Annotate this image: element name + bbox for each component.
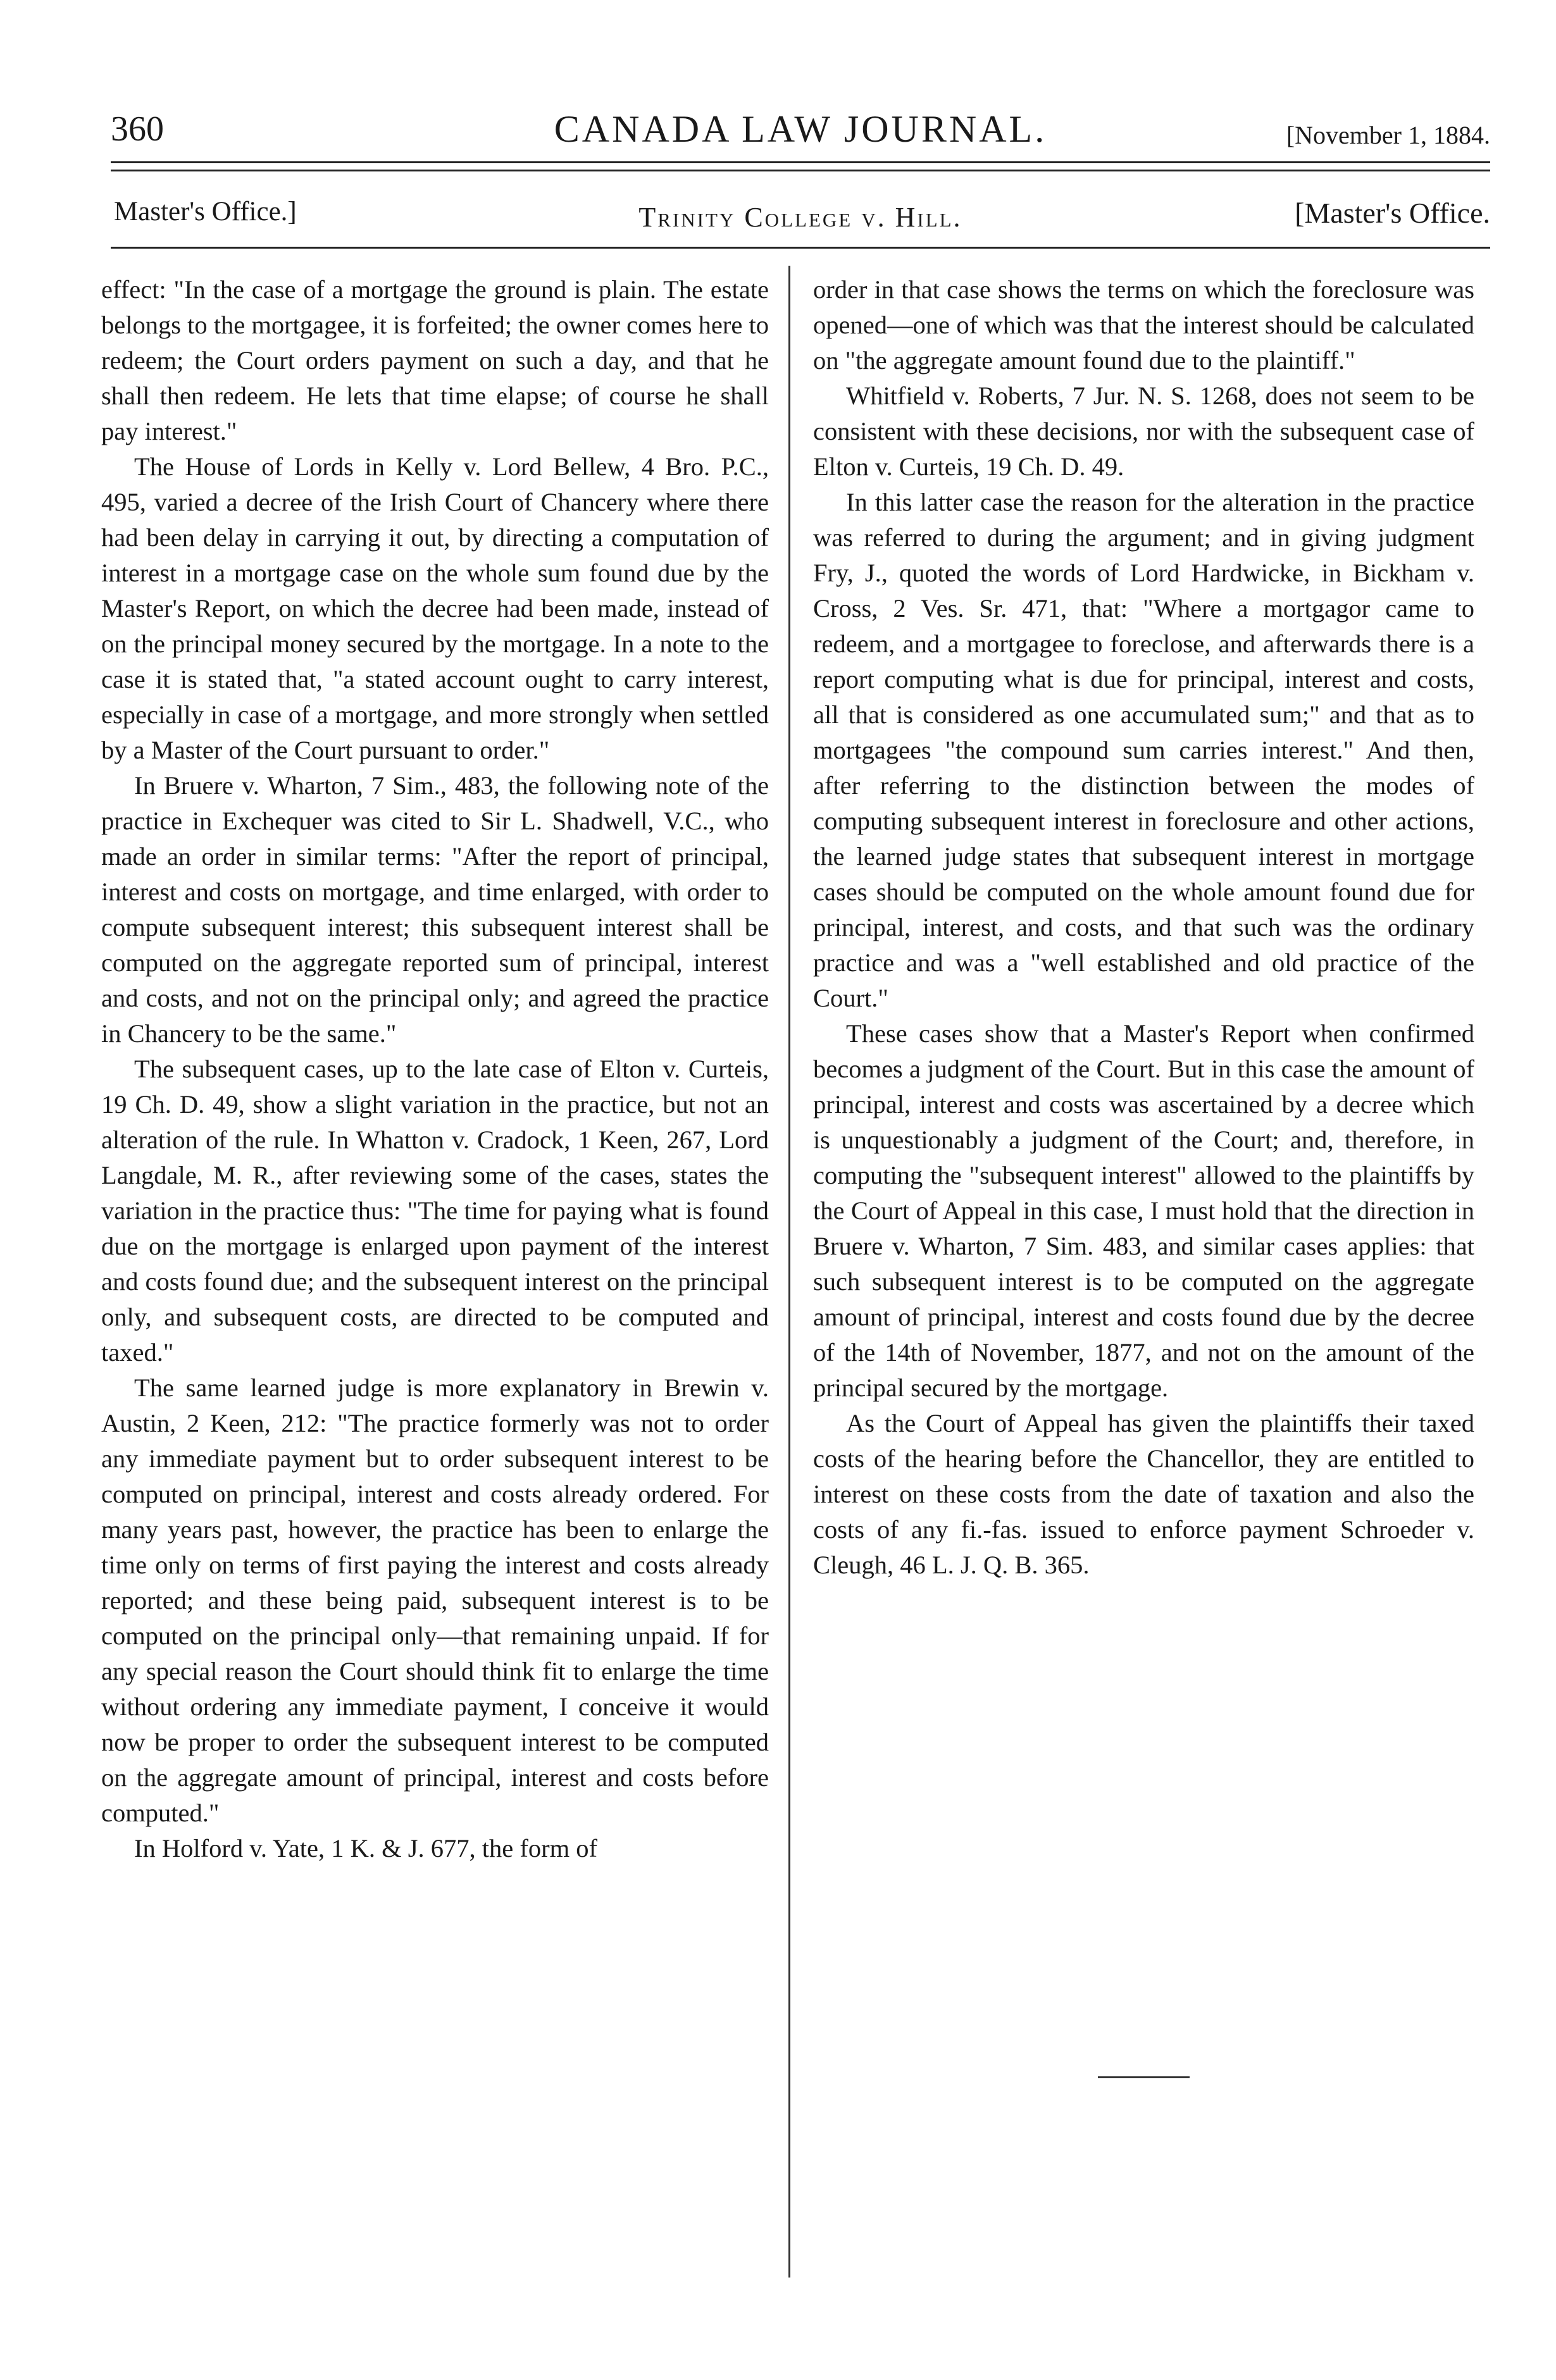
paragraph: In this latter case the reason for the alteration in the practice was referred to during the argument; and in giving judgment Fry, J., quoted the words of Lord Hardwicke, in Bickham v. Cross, 2 Ves. Sr. 471, that: "Where a mortgagor came to redeem, and a mortgagee to foreclose, and afterwards there is a report computing what is due for principal, interest and costs, all that is considered as one accumulated sum;" and that as to mortgagees "the compound sum carries interest." And then, after referring to the distinction between the modes of computing subsequent interest in foreclosure and other actions, the learned judge states that subsequent interest in mortgage cases should be computed on the whole amount found due for principal, interest, and costs, and that such was the ordinary practice and was a "well established and old practice of the Court." <box>813 488 1474 1012</box>
column-divider <box>788 266 790 2278</box>
paragraph: order in that case shows the terms on which the foreclosure was opened—one of which was that the interest should be calculated on "the aggregate amount found due to the plaintiff." <box>813 275 1474 375</box>
paragraph: In Bruere v. Wharton, 7 Sim., 483, the following note of the practice in Exchequer was cited to Sir L. Shadwell, V.C., who made an order in similar terms: "After the report of principal, interest and costs on mortgage, and time enlarged, with order to compute subsequent interest; this subsequent interest shall be computed on the aggregate reported sum of principal, interest and costs, and not on the principal only; and agreed the practice in Chancery to be the same." <box>101 771 769 1048</box>
paragraph: effect: "In the case of a mortgage the ground is plain. The estate belongs to the mortgagee, it is forfeited; the owner comes here to redeem; the Court orders payment on such a day, and that he shall then redeem. He lets that time elapse; of course he shall pay interest." <box>101 275 769 445</box>
running-head <box>111 95 1490 152</box>
subheader-left: Master's Office.] <box>114 197 297 226</box>
paragraph: The subsequent cases, up to the late case of Elton v. Curteis, 19 Ch. D. 49, show a slight variation in the practice, but not an alteration of the rule. In Whatton v. Cradock, 1 Keen, 267, Lord Langdale, M. R., after reviewing some of the cases, states the variation in the practice thus: "The time for paying what is found due on the mortgage is enlarged upon payment of the interest and costs found due; and the subsequent interest on the principal only, and subsequent costs, are directed to be computed and taxed." <box>101 1055 769 1367</box>
case-title: Trinity College v. Hill. <box>638 202 962 233</box>
case-subheader <box>111 196 1490 240</box>
paragraph: As the Court of Appeal has given the plaintiffs their taxed costs of the hearing before the Chancellor, they are entitled to interest on these costs from the date of taxation and also the costs of any fi.-fas. issued to enforce payment Schroeder v. Cleugh, 46 L. J. Q. B. 365. <box>813 1409 1474 1579</box>
right-column <box>813 272 1474 1583</box>
paragraph: The House of Lords in Kelly v. Lord Bellew, 4 Bro. P.C., 495, varied a decree of the Irish Court of Chancery where there had been delay in carrying it out, by directing a computation of interest in a mortgage case on the whole sum found due by the Master's Report, on which the decree had been made, instead of on the principal money secured by the mortgage. In a note to the case it is stated that, "a stated account ought to carry interest, especially in case of a mortgage, and more strongly when settled by a Master of the Court pursuant to order." <box>101 452 769 764</box>
paragraph: The same learned judge is more explanatory in Brewin v. Austin, 2 Keen, 212: "The practice formerly was not to order any immediate payment but to order subsequent interest to be computed on principal, interest and costs already ordered. For many years past, however, the practice has been to enlarge the time only on terms of first paying the interest and costs already reported; and these being paid, subsequent interest is to be computed on the principal only—that remaining unpaid. If for any special reason the Court should think fit to enlarge the time without ordering any immediate payment, I conceive it would now be proper to order the subsequent interest to be computed on the aggregate amount of principal, interest and costs before computed." <box>101 1373 769 1827</box>
header-rule-top <box>111 161 1490 163</box>
left-column <box>101 272 769 1866</box>
paragraph: These cases show that a Master's Report when confirmed becomes a judgment of the Court. But in this case the amount of principal, interest and costs was ascertained by a decree which is unquestionably a judgment of the Court; and, therefore, in computing the "subsequent interest" allowed to the plaintiffs by the Court of Appeal in this case, I must hold that the direction in Bruere v. Wharton, 7 Sim. 483, and similar cases applies: that such subsequent interest is to be computed on the aggregate amount of principal, interest and costs found due by the decree of the 14th of November, 1877, and not on the amount of the principal secured by the mortgage. <box>813 1019 1474 1402</box>
issue-date: [November 1, 1884. <box>1286 121 1490 149</box>
paragraph: Whitfield v. Roberts, 7 Jur. N. S. 1268, does not seem to be consistent with these decisions, nor with the subsequent case of Elton v. Curteis, 19 Ch. D. 49. <box>813 381 1474 481</box>
subheader-right: [Master's Office. <box>1295 197 1490 229</box>
header-rule-bottom <box>111 170 1490 171</box>
subheader-rule <box>111 247 1490 249</box>
paragraph: In Holford v. Yate, 1 K. & J. 677, the form of <box>134 1834 597 1862</box>
page-number: 360 <box>111 109 164 149</box>
end-rule <box>1098 2076 1190 2078</box>
journal-title: CANADA LAW JOURNAL. <box>554 108 1047 150</box>
